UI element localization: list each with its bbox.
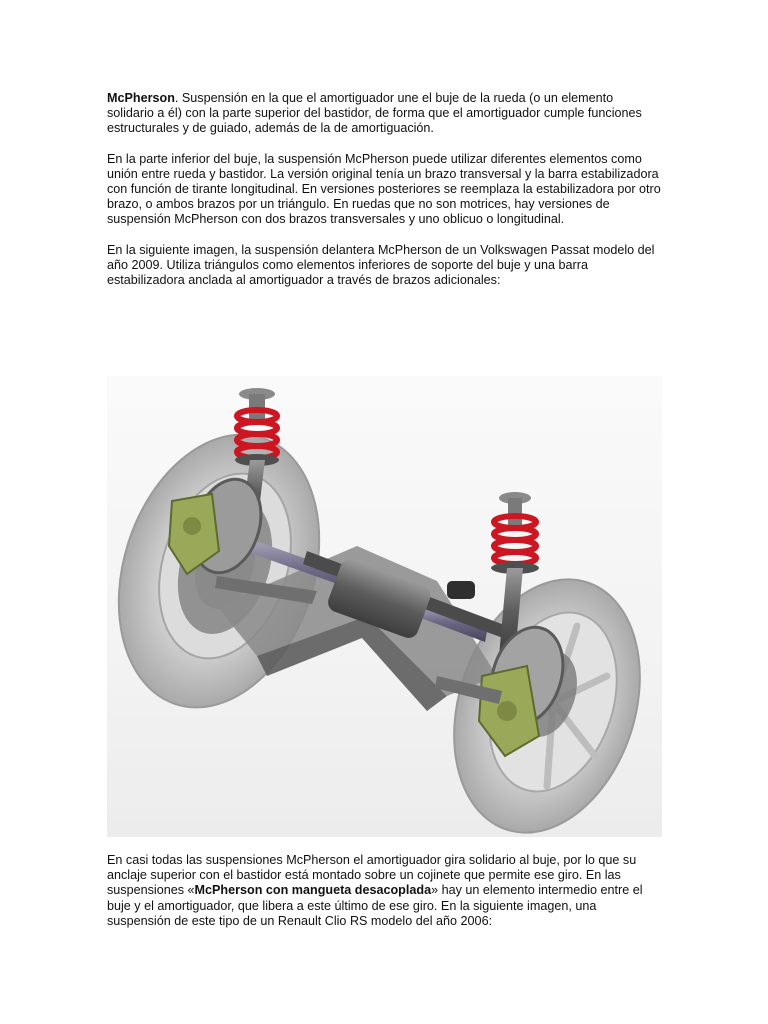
paragraph-intro <box>107 91 663 137</box>
paragraph-lower-arm: En la parte inferior del buje, la suspensión McPherson puede utilizar diferentes elementos como unión entre rueda y bastidor. La versión original tenía un brazo transversal y la barra estabilizadora con función de tirante longitudinal. En versiones posteriores se reemplaza la estabilizadora por otro brazo, o ambos brazos por un triángulo. En ruedas que no son motrices, hay versiones de suspensión McPherson con dos brazos transversales y uno oblicuo o longitudinal. <box>107 151 661 227</box>
document-body <box>107 91 663 303</box>
paragraph-intro-text: . Suspensión en la que el amortiguador une el buje de la rueda (o un elemento solidario a él) con la parte superior del bastidor, de forma que el amortiguador cumple funciones estructurales y de guiado, además de la de amortiguación. <box>107 91 642 136</box>
document-body-continued <box>107 853 663 944</box>
paragraph-decoupled-text-b: » hay un elemento intermedio entre el buje y el amortiguador, que libera a este último de ese giro. En la siguiente imagen, una suspensión de este tipo de un Renault Clio RS modelo del año 2006: <box>107 883 643 928</box>
term-mcpherson: McPherson <box>107 91 175 105</box>
paragraph-decoupled-text-a: En casi todas las suspensiones McPherson el amortiguador gira solidario al buje, por lo que su anclaje superior con el bastidor está montado sobre un cojinete que permite ese giro. En las suspensiones « <box>107 853 637 898</box>
suspension-image <box>107 376 662 837</box>
suspension-illustration <box>107 376 662 837</box>
paragraph-passat: En la siguiente imagen, la suspensión delantera McPherson de un Volkswagen Passat modelo del año 2009. Utiliza triángulos como elementos inferiores de soporte del buje y una barra estabilizadora anclada al amortiguador a través de brazos adicionales: <box>107 242 655 288</box>
paragraph-decoupled <box>107 853 663 929</box>
term-decoupled: McPherson con mangueta desacoplada <box>194 883 432 898</box>
